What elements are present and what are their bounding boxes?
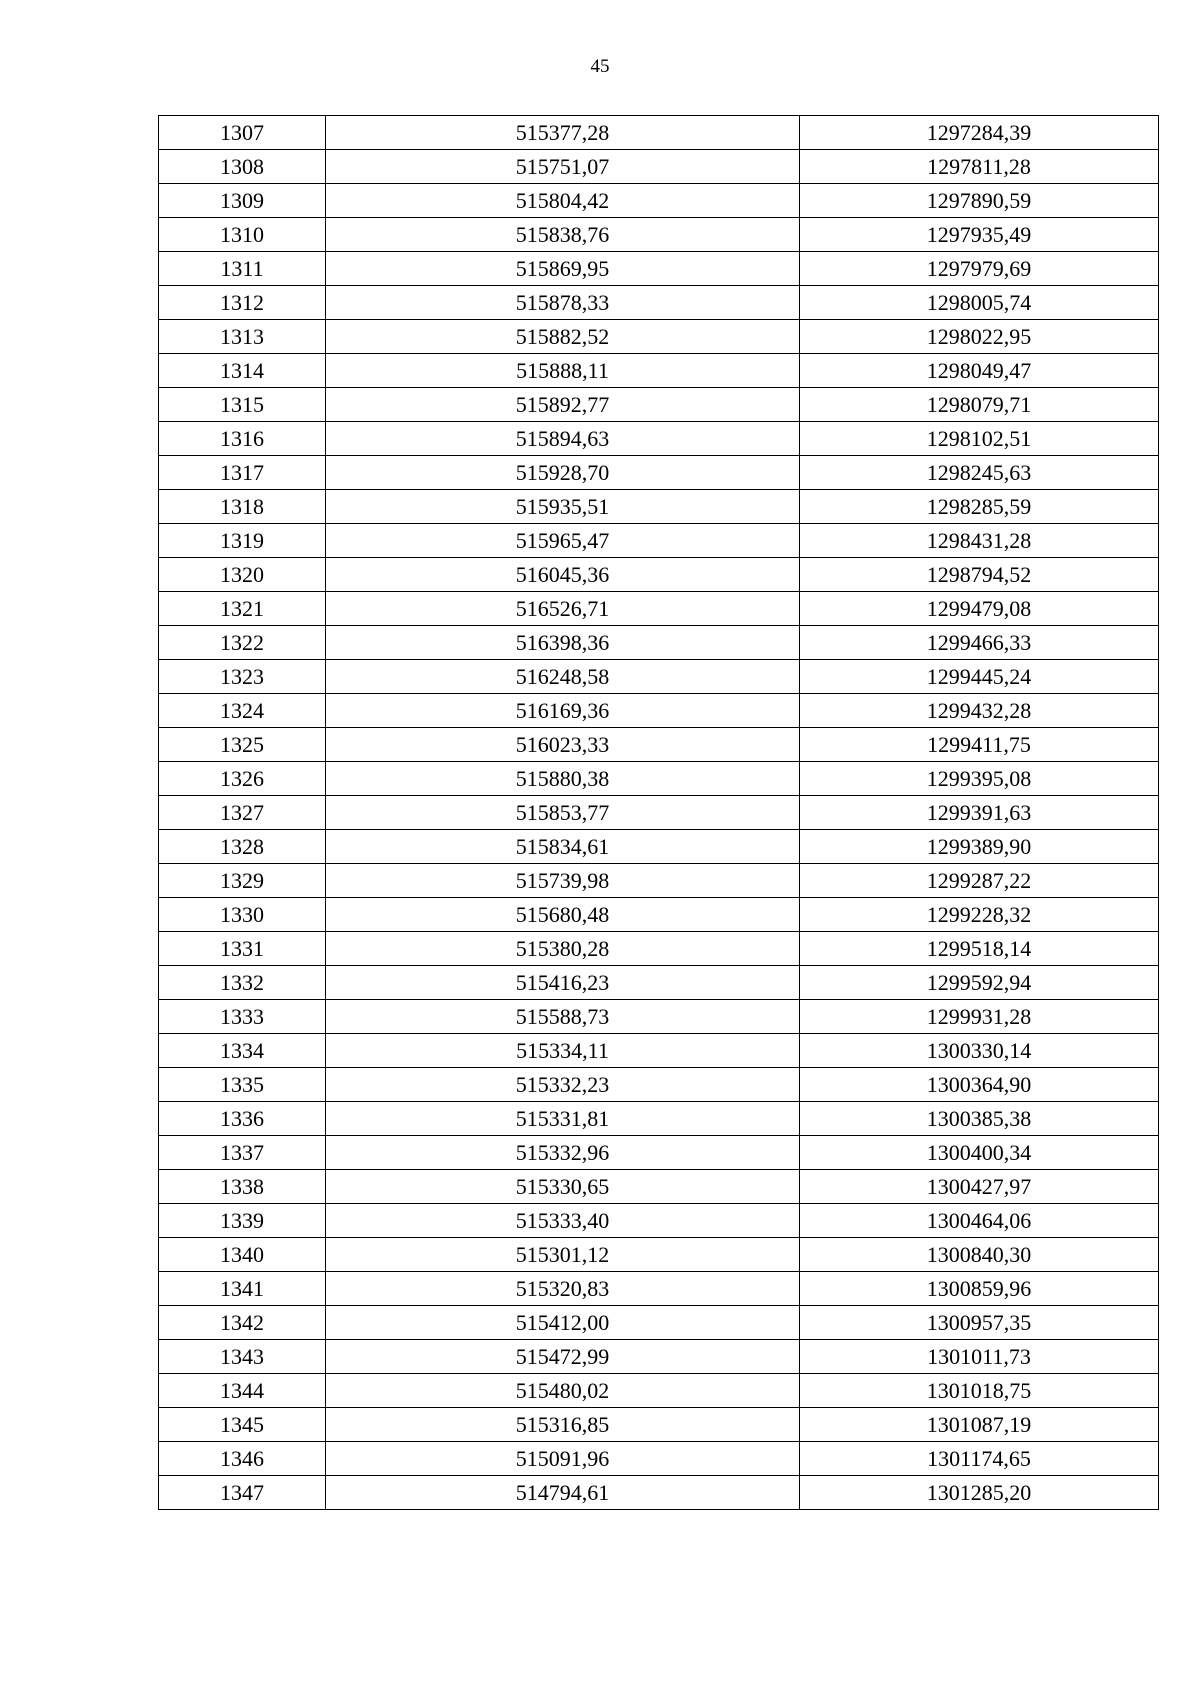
point-number-cell: 1334 bbox=[159, 1034, 326, 1068]
table-row bbox=[159, 1170, 1159, 1204]
x-coordinate-cell: 515332,96 bbox=[326, 1136, 800, 1170]
y-coordinate-cell: 1299931,28 bbox=[800, 1000, 1159, 1034]
x-coordinate-cell: 515928,70 bbox=[326, 456, 800, 490]
x-coordinate-cell: 515480,02 bbox=[326, 1374, 800, 1408]
point-number-cell: 1335 bbox=[159, 1068, 326, 1102]
table-row bbox=[159, 592, 1159, 626]
y-coordinate-cell: 1299287,22 bbox=[800, 864, 1159, 898]
x-coordinate-cell: 515834,61 bbox=[326, 830, 800, 864]
table-row bbox=[159, 898, 1159, 932]
point-number-cell: 1312 bbox=[159, 286, 326, 320]
table-row bbox=[159, 1272, 1159, 1306]
point-number-cell: 1310 bbox=[159, 218, 326, 252]
point-number-cell: 1313 bbox=[159, 320, 326, 354]
table-row bbox=[159, 286, 1159, 320]
table-row bbox=[159, 1238, 1159, 1272]
point-number-cell: 1345 bbox=[159, 1408, 326, 1442]
x-coordinate-cell: 515882,52 bbox=[326, 320, 800, 354]
table-row bbox=[159, 150, 1159, 184]
y-coordinate-cell: 1298245,63 bbox=[800, 456, 1159, 490]
y-coordinate-cell: 1299592,94 bbox=[800, 966, 1159, 1000]
x-coordinate-cell: 515091,96 bbox=[326, 1442, 800, 1476]
table-row bbox=[159, 456, 1159, 490]
point-number-cell: 1332 bbox=[159, 966, 326, 1000]
y-coordinate-cell: 1298079,71 bbox=[800, 388, 1159, 422]
point-number-cell: 1319 bbox=[159, 524, 326, 558]
table-row bbox=[159, 1408, 1159, 1442]
y-coordinate-cell: 1301285,20 bbox=[800, 1476, 1159, 1510]
table-row bbox=[159, 558, 1159, 592]
table-row bbox=[159, 1000, 1159, 1034]
point-number-cell: 1339 bbox=[159, 1204, 326, 1238]
y-coordinate-cell: 1300859,96 bbox=[800, 1272, 1159, 1306]
point-number-cell: 1347 bbox=[159, 1476, 326, 1510]
table-row bbox=[159, 320, 1159, 354]
y-coordinate-cell: 1300385,38 bbox=[800, 1102, 1159, 1136]
point-number-cell: 1315 bbox=[159, 388, 326, 422]
point-number-cell: 1337 bbox=[159, 1136, 326, 1170]
y-coordinate-cell: 1298285,59 bbox=[800, 490, 1159, 524]
point-number-cell: 1316 bbox=[159, 422, 326, 456]
y-coordinate-cell: 1300464,06 bbox=[800, 1204, 1159, 1238]
point-number-cell: 1346 bbox=[159, 1442, 326, 1476]
table-row bbox=[159, 932, 1159, 966]
y-coordinate-cell: 1297811,28 bbox=[800, 150, 1159, 184]
point-number-cell: 1343 bbox=[159, 1340, 326, 1374]
table-row bbox=[159, 796, 1159, 830]
point-number-cell: 1341 bbox=[159, 1272, 326, 1306]
x-coordinate-cell: 515412,00 bbox=[326, 1306, 800, 1340]
x-coordinate-cell: 515416,23 bbox=[326, 966, 800, 1000]
point-number-cell: 1324 bbox=[159, 694, 326, 728]
table-row bbox=[159, 1034, 1159, 1068]
y-coordinate-cell: 1299411,75 bbox=[800, 728, 1159, 762]
coordinates-table-body bbox=[159, 116, 1159, 1510]
point-number-cell: 1320 bbox=[159, 558, 326, 592]
x-coordinate-cell: 515739,98 bbox=[326, 864, 800, 898]
table-row bbox=[159, 1102, 1159, 1136]
table-row bbox=[159, 1204, 1159, 1238]
point-number-cell: 1311 bbox=[159, 252, 326, 286]
x-coordinate-cell: 516398,36 bbox=[326, 626, 800, 660]
point-number-cell: 1328 bbox=[159, 830, 326, 864]
table-row bbox=[159, 1136, 1159, 1170]
y-coordinate-cell: 1298022,95 bbox=[800, 320, 1159, 354]
y-coordinate-cell: 1297890,59 bbox=[800, 184, 1159, 218]
x-coordinate-cell: 515334,11 bbox=[326, 1034, 800, 1068]
y-coordinate-cell: 1299228,32 bbox=[800, 898, 1159, 932]
x-coordinate-cell: 514794,61 bbox=[326, 1476, 800, 1510]
point-number-cell: 1325 bbox=[159, 728, 326, 762]
y-coordinate-cell: 1301018,75 bbox=[800, 1374, 1159, 1408]
point-number-cell: 1318 bbox=[159, 490, 326, 524]
x-coordinate-cell: 515316,85 bbox=[326, 1408, 800, 1442]
y-coordinate-cell: 1299479,08 bbox=[800, 592, 1159, 626]
y-coordinate-cell: 1298049,47 bbox=[800, 354, 1159, 388]
point-number-cell: 1309 bbox=[159, 184, 326, 218]
x-coordinate-cell: 515380,28 bbox=[326, 932, 800, 966]
point-number-cell: 1307 bbox=[159, 116, 326, 150]
table-row bbox=[159, 966, 1159, 1000]
x-coordinate-cell: 515680,48 bbox=[326, 898, 800, 932]
table-row bbox=[159, 1340, 1159, 1374]
table-row bbox=[159, 1442, 1159, 1476]
point-number-cell: 1342 bbox=[159, 1306, 326, 1340]
y-coordinate-cell: 1297979,69 bbox=[800, 252, 1159, 286]
page-number: 45 bbox=[590, 56, 610, 77]
point-number-cell: 1327 bbox=[159, 796, 326, 830]
y-coordinate-cell: 1300957,35 bbox=[800, 1306, 1159, 1340]
x-coordinate-cell: 515301,12 bbox=[326, 1238, 800, 1272]
x-coordinate-cell: 515892,77 bbox=[326, 388, 800, 422]
table-row bbox=[159, 1306, 1159, 1340]
table-row bbox=[159, 694, 1159, 728]
x-coordinate-cell: 515331,81 bbox=[326, 1102, 800, 1136]
y-coordinate-cell: 1299391,63 bbox=[800, 796, 1159, 830]
table-row bbox=[159, 660, 1159, 694]
x-coordinate-cell: 515888,11 bbox=[326, 354, 800, 388]
y-coordinate-cell: 1301174,65 bbox=[800, 1442, 1159, 1476]
table-row bbox=[159, 388, 1159, 422]
table-row bbox=[159, 762, 1159, 796]
x-coordinate-cell: 515935,51 bbox=[326, 490, 800, 524]
point-number-cell: 1329 bbox=[159, 864, 326, 898]
y-coordinate-cell: 1297935,49 bbox=[800, 218, 1159, 252]
x-coordinate-cell: 516526,71 bbox=[326, 592, 800, 626]
x-coordinate-cell: 516045,36 bbox=[326, 558, 800, 592]
y-coordinate-cell: 1300840,30 bbox=[800, 1238, 1159, 1272]
point-number-cell: 1336 bbox=[159, 1102, 326, 1136]
table-row bbox=[159, 1476, 1159, 1510]
x-coordinate-cell: 516248,58 bbox=[326, 660, 800, 694]
table-row bbox=[159, 116, 1159, 150]
x-coordinate-cell: 515965,47 bbox=[326, 524, 800, 558]
point-number-cell: 1323 bbox=[159, 660, 326, 694]
table-row bbox=[159, 252, 1159, 286]
y-coordinate-cell: 1299445,24 bbox=[800, 660, 1159, 694]
point-number-cell: 1331 bbox=[159, 932, 326, 966]
x-coordinate-cell: 515332,23 bbox=[326, 1068, 800, 1102]
table-row bbox=[159, 728, 1159, 762]
y-coordinate-cell: 1300427,97 bbox=[800, 1170, 1159, 1204]
point-number-cell: 1338 bbox=[159, 1170, 326, 1204]
y-coordinate-cell: 1299395,08 bbox=[800, 762, 1159, 796]
x-coordinate-cell: 515853,77 bbox=[326, 796, 800, 830]
y-coordinate-cell: 1299432,28 bbox=[800, 694, 1159, 728]
coordinates-table bbox=[158, 115, 1159, 1510]
x-coordinate-cell: 515472,99 bbox=[326, 1340, 800, 1374]
x-coordinate-cell: 515333,40 bbox=[326, 1204, 800, 1238]
y-coordinate-cell: 1299518,14 bbox=[800, 932, 1159, 966]
x-coordinate-cell: 515588,73 bbox=[326, 1000, 800, 1034]
point-number-cell: 1344 bbox=[159, 1374, 326, 1408]
x-coordinate-cell: 515838,76 bbox=[326, 218, 800, 252]
point-number-cell: 1330 bbox=[159, 898, 326, 932]
y-coordinate-cell: 1301087,19 bbox=[800, 1408, 1159, 1442]
x-coordinate-cell: 515320,83 bbox=[326, 1272, 800, 1306]
x-coordinate-cell: 515894,63 bbox=[326, 422, 800, 456]
point-number-cell: 1340 bbox=[159, 1238, 326, 1272]
point-number-cell: 1321 bbox=[159, 592, 326, 626]
table-row bbox=[159, 626, 1159, 660]
y-coordinate-cell: 1297284,39 bbox=[800, 116, 1159, 150]
table-row bbox=[159, 354, 1159, 388]
x-coordinate-cell: 515377,28 bbox=[326, 116, 800, 150]
x-coordinate-cell: 515330,65 bbox=[326, 1170, 800, 1204]
y-coordinate-cell: 1298005,74 bbox=[800, 286, 1159, 320]
x-coordinate-cell: 515878,33 bbox=[326, 286, 800, 320]
table-row bbox=[159, 184, 1159, 218]
table-row bbox=[159, 422, 1159, 456]
point-number-cell: 1314 bbox=[159, 354, 326, 388]
x-coordinate-cell: 516169,36 bbox=[326, 694, 800, 728]
x-coordinate-cell: 515751,07 bbox=[326, 150, 800, 184]
table-row bbox=[159, 864, 1159, 898]
y-coordinate-cell: 1300364,90 bbox=[800, 1068, 1159, 1102]
table-row bbox=[159, 1374, 1159, 1408]
y-coordinate-cell: 1298102,51 bbox=[800, 422, 1159, 456]
point-number-cell: 1317 bbox=[159, 456, 326, 490]
y-coordinate-cell: 1299466,33 bbox=[800, 626, 1159, 660]
point-number-cell: 1326 bbox=[159, 762, 326, 796]
point-number-cell: 1333 bbox=[159, 1000, 326, 1034]
y-coordinate-cell: 1298794,52 bbox=[800, 558, 1159, 592]
point-number-cell: 1322 bbox=[159, 626, 326, 660]
y-coordinate-cell: 1300330,14 bbox=[800, 1034, 1159, 1068]
x-coordinate-cell: 515804,42 bbox=[326, 184, 800, 218]
y-coordinate-cell: 1301011,73 bbox=[800, 1340, 1159, 1374]
table-row bbox=[159, 218, 1159, 252]
table-row bbox=[159, 524, 1159, 558]
point-number-cell: 1308 bbox=[159, 150, 326, 184]
table-row bbox=[159, 1068, 1159, 1102]
x-coordinate-cell: 515880,38 bbox=[326, 762, 800, 796]
y-coordinate-cell: 1300400,34 bbox=[800, 1136, 1159, 1170]
x-coordinate-cell: 515869,95 bbox=[326, 252, 800, 286]
table-row bbox=[159, 830, 1159, 864]
table-row bbox=[159, 490, 1159, 524]
y-coordinate-cell: 1299389,90 bbox=[800, 830, 1159, 864]
x-coordinate-cell: 516023,33 bbox=[326, 728, 800, 762]
y-coordinate-cell: 1298431,28 bbox=[800, 524, 1159, 558]
